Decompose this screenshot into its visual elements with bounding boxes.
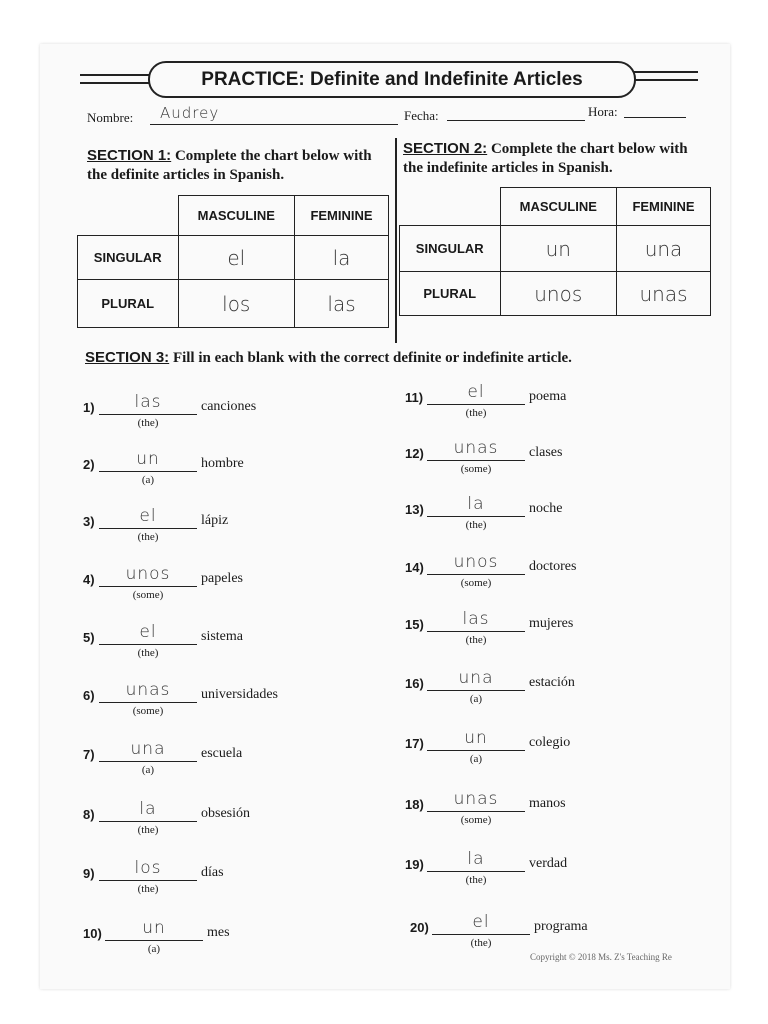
answer-blank[interactable] — [427, 871, 525, 872]
article-hint: (a) — [469, 693, 483, 705]
item-number: 9) — [83, 866, 95, 881]
article-hint: (the) — [470, 937, 492, 949]
article-hint: (the) — [137, 883, 159, 895]
item-number: 5) — [83, 630, 95, 645]
answer-blank[interactable] — [99, 880, 197, 881]
answer-blank[interactable] — [99, 702, 197, 703]
chart2-corner — [400, 188, 501, 226]
article-hint: (a) — [147, 943, 161, 955]
chart1-plural-feminine[interactable]: las — [295, 280, 389, 328]
handwritten-answer[interactable]: el — [472, 912, 490, 932]
answer-blank[interactable] — [427, 574, 525, 575]
article-hint: (a) — [469, 753, 483, 765]
fill-in-item — [405, 552, 645, 598]
article-hint: (some) — [460, 463, 492, 475]
fill-in-item — [83, 858, 317, 904]
answer-blank[interactable] — [427, 460, 525, 461]
chart2-row-singular: SINGULAR — [400, 226, 501, 272]
handwritten-answer[interactable]: un — [464, 728, 488, 748]
noun-word: colegio — [529, 735, 571, 750]
handwritten-answer[interactable]: las — [134, 392, 162, 412]
chart1-row-plural: PLURAL — [78, 280, 179, 328]
section1-heading — [87, 146, 387, 185]
answer-blank[interactable] — [99, 528, 197, 529]
indefinite-articles-chart — [399, 187, 711, 316]
noun-word: hombre — [201, 456, 244, 471]
noun-word: verdad — [529, 856, 568, 871]
noun-word: poema — [529, 389, 567, 404]
section-divider — [395, 138, 397, 343]
noun-word: obsesión — [201, 806, 250, 821]
item-number: 10) — [83, 926, 102, 941]
section2-label: SECTION 2: — [403, 140, 488, 157]
title-rule-left-1 — [80, 74, 150, 76]
handwritten-answer[interactable]: un — [136, 449, 160, 469]
fill-in-item — [405, 789, 645, 835]
noun-word: clases — [529, 445, 563, 460]
chart2-plural-feminine[interactable]: unas — [617, 272, 711, 316]
handwritten-answer[interactable]: una — [130, 739, 166, 759]
fill-in-item — [405, 609, 645, 655]
article-hint: (the) — [137, 824, 159, 836]
chart1-singular-feminine[interactable]: la — [295, 236, 389, 280]
article-hint: (the) — [137, 417, 159, 429]
fill-in-item — [83, 392, 317, 438]
handwritten-answer[interactable]: el — [139, 506, 157, 526]
handwritten-answer[interactable]: el — [467, 382, 485, 402]
item-number: 12) — [405, 446, 424, 461]
article-hint: (some) — [132, 589, 164, 601]
item-number: 18) — [405, 797, 424, 812]
answer-blank[interactable] — [105, 940, 203, 941]
item-number: 4) — [83, 572, 95, 587]
chart1-col-masculine: MASCULINE — [178, 196, 295, 236]
fill-in-item — [83, 680, 317, 726]
answer-blank[interactable] — [427, 750, 525, 751]
fill-in-item — [83, 918, 323, 964]
noun-word: mujeres — [529, 616, 574, 631]
answer-blank[interactable] — [427, 690, 525, 691]
handwritten-answer[interactable]: unos — [125, 564, 171, 584]
item-number: 16) — [405, 676, 424, 691]
noun-word: sistema — [201, 629, 243, 644]
answer-blank[interactable] — [99, 586, 197, 587]
article-hint: (some) — [460, 577, 492, 589]
nombre-value[interactable]: Audrey — [160, 104, 220, 122]
article-hint: (the) — [465, 874, 487, 886]
fecha-line[interactable] — [447, 120, 585, 121]
title-rule-right-1 — [630, 71, 698, 73]
answer-blank[interactable] — [427, 631, 525, 632]
worksheet-title: PRACTICE: Definite and Indefinite Articles — [148, 61, 636, 98]
fill-in-item — [405, 668, 645, 714]
section1-label: SECTION 1: — [87, 147, 172, 164]
item-number: 7) — [83, 747, 95, 762]
answer-blank[interactable] — [432, 934, 530, 935]
section1-instructions: Complete the chart below with the definite articles in Spanish. — [87, 148, 372, 183]
noun-word: papeles — [201, 571, 243, 586]
answer-blank[interactable] — [99, 414, 197, 415]
noun-word: universidades — [201, 687, 278, 702]
item-number: 8) — [83, 807, 95, 822]
answer-blank[interactable] — [99, 821, 197, 822]
noun-word: manos — [529, 796, 566, 811]
noun-word: estación — [529, 675, 575, 690]
handwritten-answer[interactable]: las — [462, 609, 490, 629]
answer-blank[interactable] — [99, 644, 197, 645]
answer-blank[interactable] — [99, 761, 197, 762]
handwritten-answer[interactable]: un — [142, 918, 166, 938]
chart2-col-feminine: FEMININE — [617, 188, 711, 226]
handwritten-answer[interactable]: unas — [125, 680, 171, 700]
answer-blank[interactable] — [427, 516, 525, 517]
fill-in-item — [405, 728, 645, 774]
fill-in-item — [405, 438, 645, 484]
noun-word: noche — [529, 501, 563, 516]
handwritten-answer[interactable]: una — [458, 668, 494, 688]
item-number: 2) — [83, 457, 95, 472]
handwritten-answer[interactable]: unas — [453, 789, 499, 809]
fill-in-item — [405, 382, 645, 428]
answer-blank[interactable] — [427, 811, 525, 812]
section2-instructions: Complete the chart below with the indefinite articles in Spanish. — [403, 141, 688, 176]
chart1-singular-masculine[interactable]: el — [178, 236, 295, 280]
article-hint: (the) — [465, 407, 487, 419]
hora-line[interactable] — [624, 117, 686, 118]
hora-label: Hora: — [588, 104, 618, 119]
handwritten-answer[interactable]: los — [134, 858, 162, 878]
article-hint: (the) — [465, 634, 487, 646]
title-rule-left-2 — [80, 82, 150, 84]
fill-in-item — [83, 506, 317, 552]
item-number: 20) — [410, 920, 429, 935]
article-hint: (the) — [465, 519, 487, 531]
noun-word: escuela — [201, 746, 243, 761]
handwritten-answer[interactable]: el — [139, 622, 157, 642]
item-number: 17) — [405, 736, 424, 751]
article-hint: (the) — [137, 647, 159, 659]
chart1-col-feminine: FEMININE — [295, 196, 389, 236]
handwritten-answer[interactable]: unas — [453, 438, 499, 458]
answer-blank[interactable] — [427, 404, 525, 405]
fill-in-item — [83, 449, 317, 495]
section3-instructions: Fill in each blank with the correct definite or indefinite article. — [172, 350, 572, 366]
noun-word: doctores — [529, 559, 577, 574]
chart2-singular-feminine[interactable]: una — [617, 226, 711, 272]
noun-word: programa — [534, 919, 588, 934]
fill-in-item — [405, 494, 645, 540]
noun-word: mes — [207, 925, 230, 940]
item-number: 19) — [405, 857, 424, 872]
title-rule-right-2 — [630, 79, 698, 81]
chart1-plural-masculine[interactable]: los — [178, 280, 295, 328]
item-number: 11) — [405, 390, 424, 405]
fill-in-item — [83, 564, 317, 610]
section3-heading — [85, 348, 685, 368]
chart2-row-plural: PLURAL — [400, 272, 501, 316]
article-hint: (a) — [141, 764, 155, 776]
item-number: 1) — [83, 400, 95, 415]
nombre-label: Nombre: — [87, 110, 134, 125]
item-number: 3) — [83, 514, 95, 529]
item-number: 14) — [405, 560, 424, 575]
answer-blank[interactable] — [99, 471, 197, 472]
chart1-corner — [78, 196, 179, 236]
nombre-line — [150, 124, 398, 125]
handwritten-answer[interactable]: la — [467, 849, 485, 869]
chart1-row-singular: SINGULAR — [78, 236, 179, 280]
fill-in-item — [83, 799, 317, 845]
section3-label: SECTION 3: — [85, 349, 170, 366]
article-hint: (some) — [460, 814, 492, 826]
item-number: 13) — [405, 502, 424, 517]
fill-in-item — [405, 849, 645, 895]
fill-in-item — [83, 622, 317, 668]
item-number: 6) — [83, 688, 95, 703]
handwritten-answer[interactable]: la — [139, 799, 157, 819]
chart2-singular-masculine[interactable]: un — [500, 226, 617, 272]
copyright-notice: Copyright © 2018 Ms. Z's Teaching Re — [530, 952, 672, 962]
item-number: 15) — [405, 617, 424, 632]
article-hint: (some) — [132, 705, 164, 717]
fecha-label: Fecha: — [404, 108, 439, 123]
definite-articles-chart — [77, 195, 389, 328]
article-hint: (the) — [137, 531, 159, 543]
noun-word: canciones — [201, 399, 257, 414]
article-hint: (a) — [141, 474, 155, 486]
handwritten-answer[interactable]: la — [467, 494, 485, 514]
noun-word: días — [201, 865, 224, 880]
chart2-plural-masculine[interactable]: unos — [500, 272, 617, 316]
chart2-col-masculine: MASCULINE — [500, 188, 617, 226]
fill-in-item — [83, 739, 317, 785]
section2-heading — [403, 139, 703, 178]
handwritten-answer[interactable]: unos — [453, 552, 499, 572]
noun-word: lápiz — [201, 513, 229, 528]
